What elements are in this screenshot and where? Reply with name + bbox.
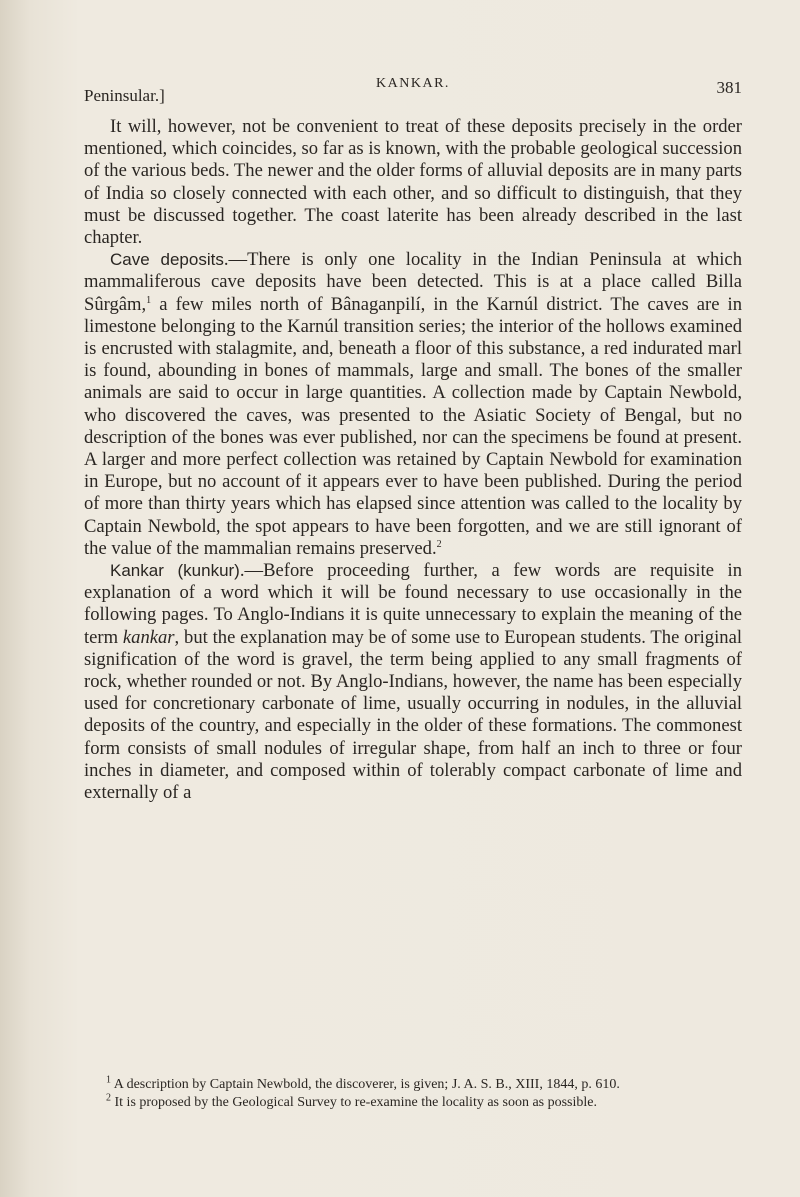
header-section-label: Peninsular.]	[84, 86, 165, 105]
page-number: 381	[716, 78, 742, 97]
paragraph-kankar	[84, 560, 742, 804]
kankar-text-rest: , but the explanation may be of some use to European students. The original signification of the word is gravel, the term being applied to any small fragments of rock, whether rounded or not. By Anglo-Indians, however, the name has been especially used for concretionary carbonate of lime, usually occurring in nodules, in the alluvial deposits of the country, and especially in the older of these formations. The commonest form consists of small nodules of irregular shape, from half an inch to three or four inches in diameter, and composed within of tolerably compact carbonate of lime and externally of a	[84, 626, 742, 804]
running-header	[84, 74, 742, 104]
cave-text-lead: .—There is only one locality in the Indian Peninsula at which mammaliferous cave deposits have been detected. This is at a place called	[84, 249, 742, 293]
heading-kankar: Kankar (kunkur)	[110, 561, 240, 581]
heading-cave-deposits: Cave deposits	[110, 250, 224, 270]
footnote-mark-2: 2	[106, 1092, 111, 1104]
footnote-ref-2: 2	[436, 538, 442, 550]
footnote-text-2: It is proposed by the Geological Survey to re-examine the locality as soon as possible.	[111, 1095, 598, 1110]
footnote-2	[84, 1094, 742, 1112]
cave-text-rest: a few miles north of Bânaganpilí, in the Karnúl district. The caves are in limestone belonging to the Karnúl transition series; the interior of the hollows examined is encrusted with stalagmite, and, beneath a floor of this substance, a red indurated marl is found, abounding in bones of mammals, large and small. The bones of the smaller animals are said to occur in large quantities. A collection made by Captain Newbold, who discovered the caves, was presented to the Asiatic Society of Bengal, but no description of the bones was ever published, nor can the specimens be found at present. A larger and more perfect collection was retained by Captain Newbold for examination in Europe, but no account of it appears ever to have been published. During the period of more than thirty years which has elapsed since attention was called to the locality by Captain Newbold, the spot appears to have been forgotten, and we are still ignorant of the value of the mammalian remains preserved.	[84, 293, 742, 559]
footnotes	[84, 1076, 742, 1112]
paragraph-cave-deposits	[84, 249, 742, 560]
footnote-ref-1: 1	[146, 294, 152, 306]
header-title: KANKAR.	[376, 76, 450, 91]
footnote-mark-1: 1	[106, 1074, 111, 1086]
paragraph-introduction: It will, however, not be convenient to treat of these deposits precisely in the order mentioned, which coincides, so far as is known, with the probable geological succession of the various beds. The newer and the older forms of alluvial deposits are in many parts of India so closely connected with each other, and so difficult to distinguish, that they must be discussed together. The coast laterite has been already described in the last chapter.	[84, 116, 742, 249]
body-text	[84, 116, 742, 804]
kankar-term: kankar	[122, 626, 175, 648]
footnote-text-1: A description by Captain Newbold, the discoverer, is given; J. A. S. B., XIII, 1844, p. 610.	[111, 1077, 620, 1092]
kankar-text-lead: .—Before proceeding further, a few words are requisite in explanation of a word which it will be found necessary to use occasionally in the following pages. To Anglo-Indians it is quite unnecessary to explain the meaning of the term	[84, 560, 743, 648]
footnote-1	[84, 1076, 742, 1094]
cave-place-name: Billa Sûrgâm,	[84, 271, 742, 315]
